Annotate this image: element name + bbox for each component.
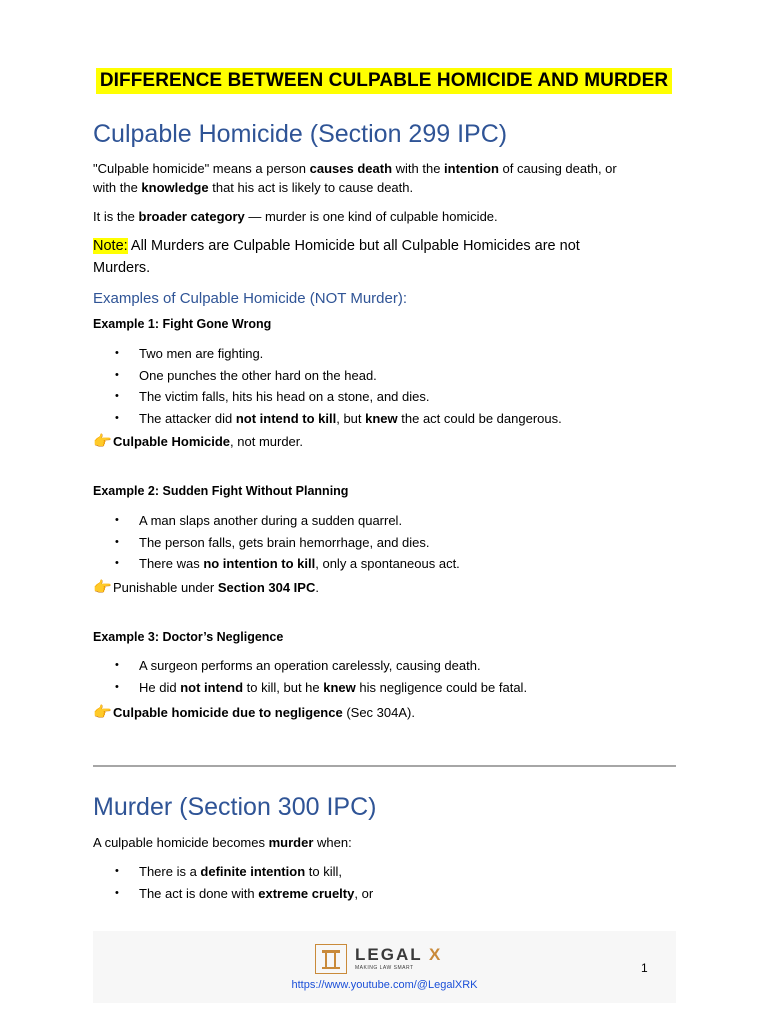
section-heading-culpable-homicide: Culpable Homicide (Section 299 IPC) [93, 120, 508, 148]
pillar-icon [315, 944, 347, 974]
list-item: • Two men are fighting. [93, 343, 683, 365]
list-item: • A surgeon performs an operation carelessly, causing death. [93, 655, 683, 677]
broader-category-paragraph: It is the broader category — murder is one kind of culpable homicide. [93, 209, 498, 224]
murder-intro-paragraph: A culpable homicide becomes murder when: [93, 835, 352, 850]
list-item: • A man slaps another during a sudden quarrel. [93, 510, 683, 532]
definition-paragraph: "Culpable homicide" means a person causes death with the intention of causing death, or with the knowledge that his act is likely to cause death. [93, 161, 617, 195]
section-heading-murder: Murder (Section 300 IPC) [93, 793, 377, 821]
logo-tagline: MAKING LAW SMART [355, 965, 414, 971]
youtube-link[interactable]: https://www.youtube.com/@LegalXRK [291, 979, 478, 991]
example-2-result: 👉Punishable under Section 304 IPC. [93, 579, 319, 596]
list-item: • He did not intend to kill, but he knew his negligence could be fatal. [93, 677, 683, 699]
pointing-hand-icon: 👉 [93, 579, 112, 596]
list-item: • The act is done with extreme cruelty, or [93, 883, 683, 905]
legalx-logo [315, 944, 475, 976]
horizontal-divider [93, 765, 676, 767]
list-item: • There is a definite intention to kill, [93, 861, 683, 883]
list-item: • The victim falls, hits his head on a stone, and dies. [93, 386, 683, 408]
list-item: • The attacker did not intend to kill, but knew the act could be dangerous. [93, 408, 683, 430]
note-paragraph: Note: All Murders are Culpable Homicide but all Culpable Homicides are not Murders. [93, 238, 580, 276]
page-footer [93, 931, 676, 1003]
page-number: 1 [641, 961, 648, 975]
list-item: • There was no intention to kill, only a spontaneous act. [93, 553, 683, 575]
example-2-title: Example 2: Sudden Fight Without Planning [93, 484, 349, 498]
pointing-hand-icon: 👉 [93, 433, 112, 450]
list-item: • One punches the other hard on the head. [93, 365, 683, 387]
logo-name: LEGAL X [355, 945, 443, 964]
pointing-hand-icon: 👉 [93, 704, 112, 721]
example-1-result: 👉Culpable Homicide, not murder. [93, 433, 304, 450]
example-1-list [93, 343, 683, 429]
examples-heading: Examples of Culpable Homicide (NOT Murder): [93, 290, 407, 307]
example-2-list [93, 510, 683, 575]
example-3-list [93, 655, 683, 698]
title-container [0, 68, 768, 94]
example-1-title: Example 1: Fight Gone Wrong [93, 317, 272, 331]
list-item: • The person falls, gets brain hemorrhage, and dies. [93, 532, 683, 554]
document-title: DIFFERENCE BETWEEN CULPABLE HOMICIDE AND MURDER [96, 68, 672, 94]
example-3-result: 👉Culpable homicide due to negligence (Sec 304A). [93, 704, 415, 721]
example-3-title: Example 3: Doctor’s Negligence [93, 630, 284, 644]
murder-conditions-list [93, 861, 683, 904]
note-label: Note: [93, 238, 128, 254]
